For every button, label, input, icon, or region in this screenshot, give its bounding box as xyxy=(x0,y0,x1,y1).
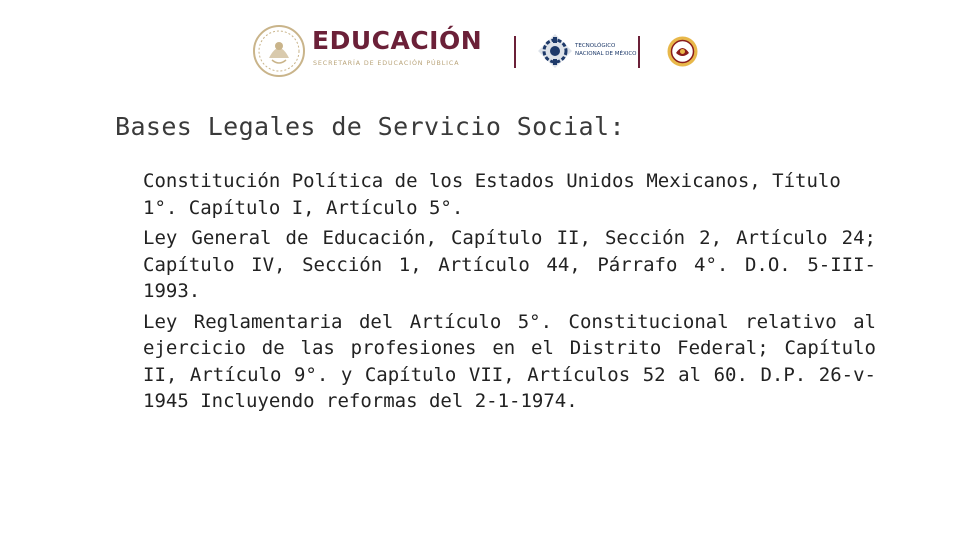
legal-basis-paragraph: Ley General de Educación, Capítulo II, Sección 2, Artículo 24; Capítulo IV, Sección 1, Artículo 44, Párrafo 4°. D.O. 5-III-1993. xyxy=(143,227,876,302)
institution-line: TECNOLÓGICO xyxy=(575,43,616,49)
institution-line: NACIONAL DE MÉXICO xyxy=(575,51,637,57)
header-divider xyxy=(638,36,640,68)
institution-name xyxy=(575,42,637,58)
institution-seal-icon xyxy=(666,35,699,68)
header-divider xyxy=(514,36,516,68)
slide-body xyxy=(143,168,876,419)
brand-name: EDUCACIÓN xyxy=(312,26,483,55)
legal-basis-paragraph: Constitución Política de los Estados Unidos Mexicanos, Título 1°. Capítulo I, Artículo 5°. xyxy=(143,170,841,219)
legal-basis-paragraph: Ley Reglamentaria del Artículo 5°. Constitucional relativo al ejercicio de las profesiones en el Distrito Federal; Capítulo II, Artículo 9°. y Capítulo VII, Artículos 52 al 60. D.P. 26-v-1945 Incluyendo reformas del 2-1-1974. xyxy=(143,310,876,412)
tecnm-logo-icon xyxy=(538,34,572,68)
brand-subtitle: SECRETARÍA DE EDUCACIÓN PÚBLICA xyxy=(313,60,460,67)
header-logos xyxy=(250,22,710,82)
slide-title: Bases Legales de Servicio Social: xyxy=(115,112,625,141)
mexico-seal-icon xyxy=(252,24,306,78)
